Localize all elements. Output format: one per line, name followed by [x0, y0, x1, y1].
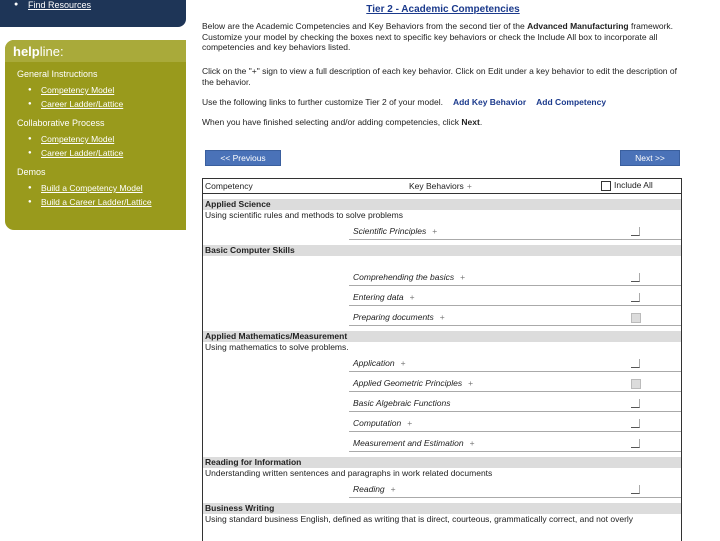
demo-build-competency-link[interactable]: Build a Competency Model [41, 183, 143, 193]
key-behavior-label: Entering data [353, 292, 404, 302]
key-behavior-label: Applied Geometric Principles [353, 378, 463, 388]
collab-career-ladder-link[interactable]: Career Ladder/Lattice [41, 148, 124, 158]
general-competency-model-link[interactable]: Competency Model [41, 85, 115, 95]
key-behavior[interactable] [353, 378, 473, 388]
list-item[interactable] [41, 97, 186, 111]
behavior-checkbox [631, 313, 641, 323]
list-item[interactable] [41, 132, 186, 146]
key-behavior[interactable] [353, 292, 415, 302]
key-behavior[interactable] [353, 226, 437, 236]
expand-plus-icon[interactable]: + [439, 312, 445, 322]
key-behavior[interactable] [353, 438, 475, 448]
framework-name: Advanced Manufacturing [527, 21, 629, 31]
intro-paragraph [202, 21, 684, 53]
include-all-checkbox[interactable] [601, 181, 611, 191]
add-competency-link[interactable]: Add Competency [536, 97, 607, 107]
behavior-checkbox[interactable] [631, 485, 640, 494]
section-demos: Demos [17, 167, 46, 177]
table-row [203, 478, 681, 498]
row-divider [349, 325, 681, 326]
category-description: Using mathematics to solve problems. [205, 342, 349, 352]
helpline-title [5, 40, 186, 62]
key-behavior[interactable] [353, 418, 412, 428]
key-behavior-label: Application [353, 358, 395, 368]
table-row [203, 286, 681, 306]
main-content [202, 0, 684, 524]
category-row: Basic Computer Skills [203, 245, 681, 256]
helpline-title-help: help [13, 44, 40, 59]
list-item[interactable] [41, 146, 186, 160]
expand-plus-icon[interactable]: + [468, 378, 474, 388]
expand-plus-icon[interactable]: + [460, 272, 466, 282]
finish-paragraph [202, 117, 684, 128]
key-behavior-label: Basic Algebraic Functions [353, 398, 451, 408]
table-row [203, 432, 681, 452]
expand-plus-icon[interactable]: + [400, 358, 406, 368]
demo-build-career-ladder-link[interactable]: Build a Career Ladder/Lattice [41, 197, 152, 207]
category-description [203, 256, 681, 266]
top-nav [0, 0, 186, 27]
collab-competency-model-link[interactable]: Competency Model [41, 134, 115, 144]
helpline-title-line: line: [39, 44, 64, 59]
section-collaborative-process: Collaborative Process [17, 118, 105, 128]
behavior-checkbox[interactable] [631, 439, 640, 448]
table-row [203, 266, 681, 286]
key-behavior[interactable] [353, 484, 396, 494]
general-career-ladder-link[interactable]: Career Ladder/Lattice [41, 99, 124, 109]
table-body [203, 199, 681, 524]
list-item[interactable] [41, 83, 186, 97]
include-all-toggle[interactable] [601, 180, 653, 191]
behavior-checkbox[interactable] [631, 293, 640, 302]
category-description: Understanding written sentences and paragraphs in work related documents [205, 468, 493, 478]
nav-item-find-resources[interactable] [28, 0, 186, 10]
key-behavior[interactable] [353, 358, 406, 368]
find-resources-link[interactable]: Find Resources [28, 0, 92, 10]
plus-icon[interactable]: + [466, 181, 472, 191]
category-row: Applied Science [203, 199, 681, 210]
key-behaviors-label: Key Behaviors [409, 181, 464, 191]
key-behavior[interactable] [353, 312, 445, 322]
behavior-checkbox [631, 379, 641, 389]
expand-plus-icon[interactable]: + [390, 484, 396, 494]
table-row [203, 352, 681, 372]
list-item[interactable] [41, 195, 186, 209]
key-behavior-label: Comprehending the basics [353, 272, 455, 282]
category-row: Applied Mathematics/Measurement [203, 331, 681, 342]
page-title: Tier 2 - Academic Competencies [366, 4, 520, 15]
include-all-label: Include All [614, 180, 653, 190]
behavior-checkbox[interactable] [631, 227, 640, 236]
table-row [203, 306, 681, 326]
table-row [203, 392, 681, 412]
intro-text-c: framework. Customize your model by checking the boxes next to specific key behaviors or check the Include All box to incorporate all competencies and key behaviors listed. [202, 21, 674, 52]
column-header-competency: Competency [205, 181, 253, 191]
key-behavior[interactable] [353, 398, 450, 408]
finish-text-a: When you have finished selecting and/or adding competencies, click [202, 117, 462, 127]
competency-table [202, 178, 682, 541]
expand-plus-icon[interactable]: + [409, 292, 415, 302]
key-behavior-label: Reading [353, 484, 385, 494]
key-behavior-label: Computation [353, 418, 402, 428]
finish-text-c: . [479, 117, 483, 127]
finish-next-word: Next [461, 117, 480, 127]
expand-plus-icon[interactable]: + [432, 226, 438, 236]
next-button[interactable]: Next >> [620, 150, 680, 166]
row-divider [349, 451, 681, 452]
row-divider [349, 239, 681, 240]
category-row: Reading for Information [203, 457, 681, 468]
section-general-instructions: General Instructions [17, 69, 98, 79]
behavior-checkbox[interactable] [631, 399, 640, 408]
table-row [203, 412, 681, 432]
behavior-checkbox[interactable] [631, 419, 640, 428]
customize-paragraph [202, 97, 684, 108]
behavior-checkbox[interactable] [631, 273, 640, 282]
previous-button[interactable]: << Previous [205, 150, 281, 166]
behavior-checkbox[interactable] [631, 359, 640, 368]
column-header-key-behaviors[interactable] [409, 181, 472, 191]
intro-text-a: Below are the Academic Competencies and Key Behaviors from the second tier of the [202, 21, 528, 31]
table-header [203, 179, 681, 194]
category-row: Business Writing [203, 503, 681, 514]
add-key-behavior-link[interactable]: Add Key Behavior [452, 97, 527, 107]
key-behavior-label: Scientific Principles [353, 226, 427, 236]
key-behavior[interactable] [353, 272, 465, 282]
key-behavior-label: Preparing documents [353, 312, 434, 322]
helpline-panel [5, 40, 186, 230]
table-row [203, 372, 681, 392]
key-behavior-label: Measurement and Estimation [353, 438, 464, 448]
table-row [203, 220, 681, 240]
category-description: Using scientific rules and methods to solve problems [205, 210, 403, 220]
instructions-paragraph: Click on the "+" sign to view a full description of each key behavior. Click on Edit under a key behavior to edit the description of the behavior. [202, 66, 677, 87]
expand-plus-icon[interactable]: + [469, 438, 475, 448]
expand-plus-icon[interactable]: + [407, 418, 413, 428]
category-description: Using standard business English, defined as writing that is direct, courteous, grammatically correct, and not overly [205, 514, 634, 524]
row-divider [349, 497, 681, 498]
list-item[interactable] [41, 181, 186, 195]
customize-text: Use the following links to further customize Tier 2 of your model. [202, 97, 443, 107]
